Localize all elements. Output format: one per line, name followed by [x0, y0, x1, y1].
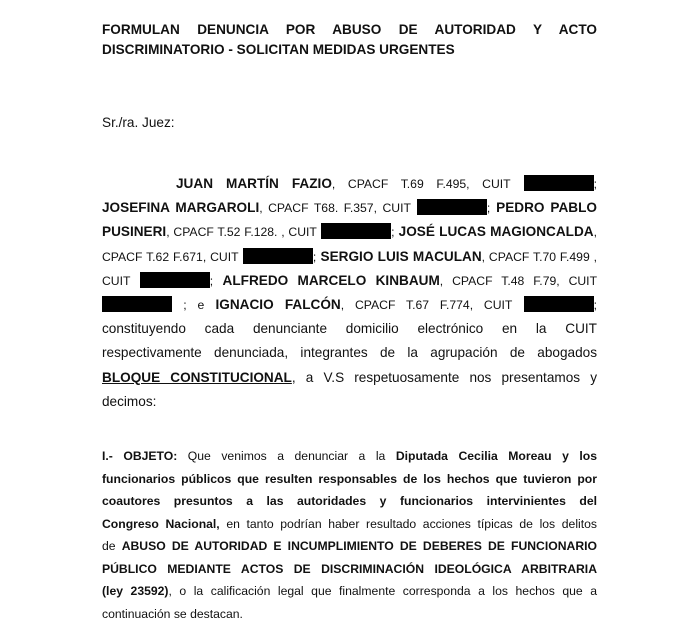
complainants-paragraph — [102, 172, 597, 414]
objeto-paragraph — [102, 445, 597, 625]
paragraph-line: PÚBLICO MEDIANTE ACTOS DE DISCRIMINACIÓN IDEOLÓGICA ARBITRARIA — [102, 561, 597, 576]
paragraph-bold-text: Diputada Cecilia Moreau y los — [395, 449, 598, 463]
paragraph-line — [102, 245, 597, 269]
complainant-details: CUIT — [102, 273, 131, 288]
salutation: Sr./ra. Juez: — [102, 115, 175, 130]
redacted-cuit — [321, 223, 391, 239]
separator: ; — [486, 201, 491, 216]
separator: , — [593, 225, 597, 240]
complainant-name: JOSÉ LUCAS MAGIONCALDA — [398, 224, 594, 240]
complainant-name: PEDRO PABLO — [496, 200, 597, 216]
paragraph-text: , o la calificación legal que finalmente corresponda a los hechos que a — [168, 584, 597, 598]
complainant-name: IGNACIO FALCÓN — [215, 296, 341, 312]
paragraph-text: Que venimos a denunciar a la — [177, 449, 396, 463]
complainant-name: ALFREDO MARCELO KINBAUM — [222, 272, 440, 288]
redacted-cuit — [417, 199, 487, 215]
paragraph-text: en tanto podrían haber resultado acciones típicas de los delitos — [219, 516, 598, 531]
separator: ; — [593, 297, 597, 312]
separator: ; — [391, 225, 395, 240]
paragraph-line — [102, 196, 597, 220]
paragraph-line: continuación se destacan. — [102, 606, 243, 621]
paragraph-line — [102, 269, 597, 293]
paragraph-line: funcionarios públicos que resulten responsables de los hechos que tuvieron por — [102, 471, 597, 486]
separator: ; — [593, 177, 598, 191]
complainant-name: JOSEFINA MARGAROLI — [102, 200, 260, 216]
complainant-details: , CPACF T.67 F.774, CUIT — [340, 297, 513, 312]
paragraph-line — [102, 580, 597, 603]
paragraph-line — [102, 535, 597, 558]
paragraph-line — [102, 366, 597, 390]
complainant-details: CPACF T.62 F.671, CUIT — [102, 249, 239, 264]
paragraph-line: constituyendo cada denunciante domicilio electrónico en la CUIT — [102, 321, 597, 337]
redacted-cuit — [140, 272, 210, 288]
section-heading: I.- OBJETO: — [102, 449, 178, 463]
paragraph-line — [102, 513, 597, 536]
complainant-details: , CPACF T.69 F.495, CUIT — [331, 177, 511, 191]
document-title — [102, 20, 597, 60]
paragraph-line — [102, 172, 597, 196]
redacted-cuit — [524, 296, 594, 312]
separator: ; — [209, 273, 214, 288]
paragraph-bold-text: (ley 23592) — [102, 584, 169, 598]
paragraph-line — [102, 220, 597, 244]
separator: ; — [312, 249, 317, 264]
paragraph-bold-text: ABUSO DE AUTORIDAD E INCUMPLIMIENTO DE DEBERES DE FUNCIONARIO — [121, 539, 597, 553]
complainant-details: , CPACF T.48 F.79, CUIT — [439, 273, 598, 288]
complainant-details: , CPACF T68. F.357, CUIT — [259, 201, 411, 216]
complainant-name: PUSINERI — [102, 224, 167, 240]
separator: ; e — [183, 297, 205, 312]
title-line-1: FORMULAN DENUNCIA POR ABUSO DE AUTORIDAD Y ACTO — [102, 22, 597, 37]
paragraph-bold-text: Congreso Nacional, — [102, 516, 220, 531]
redacted-cuit — [102, 296, 172, 312]
complainant-details: , CPACF T.52 F.128. , CUIT — [166, 225, 317, 240]
title-line-2: DISCRIMINATORIO - SOLICITAN MEDIDAS URGENTES — [102, 42, 455, 57]
complainant-details: , CPACF T.70 F.499 , — [481, 249, 598, 264]
complainant-name: SERGIO LUIS MACULAN — [320, 248, 482, 264]
paragraph-text: , a V.S respetuosamente nos presentamos y — [291, 369, 598, 385]
redacted-cuit — [243, 248, 313, 264]
complainant-name: JUAN MARTÍN FAZIO — [176, 176, 332, 191]
organization-name: BLOQUE CONSTITUCIONAL — [102, 369, 292, 385]
redacted-cuit — [524, 175, 594, 191]
paragraph-line — [102, 293, 597, 317]
paragraph-line: decimos: — [102, 393, 157, 409]
paragraph-text: de — [102, 539, 122, 553]
paragraph-line — [102, 445, 597, 468]
paragraph-line: coautores presuntos a las autoridades y funcionarios intervinientes del — [102, 494, 597, 508]
paragraph-line: respectivamente denunciada, integrantes de la agrupación de abogados — [102, 345, 597, 361]
